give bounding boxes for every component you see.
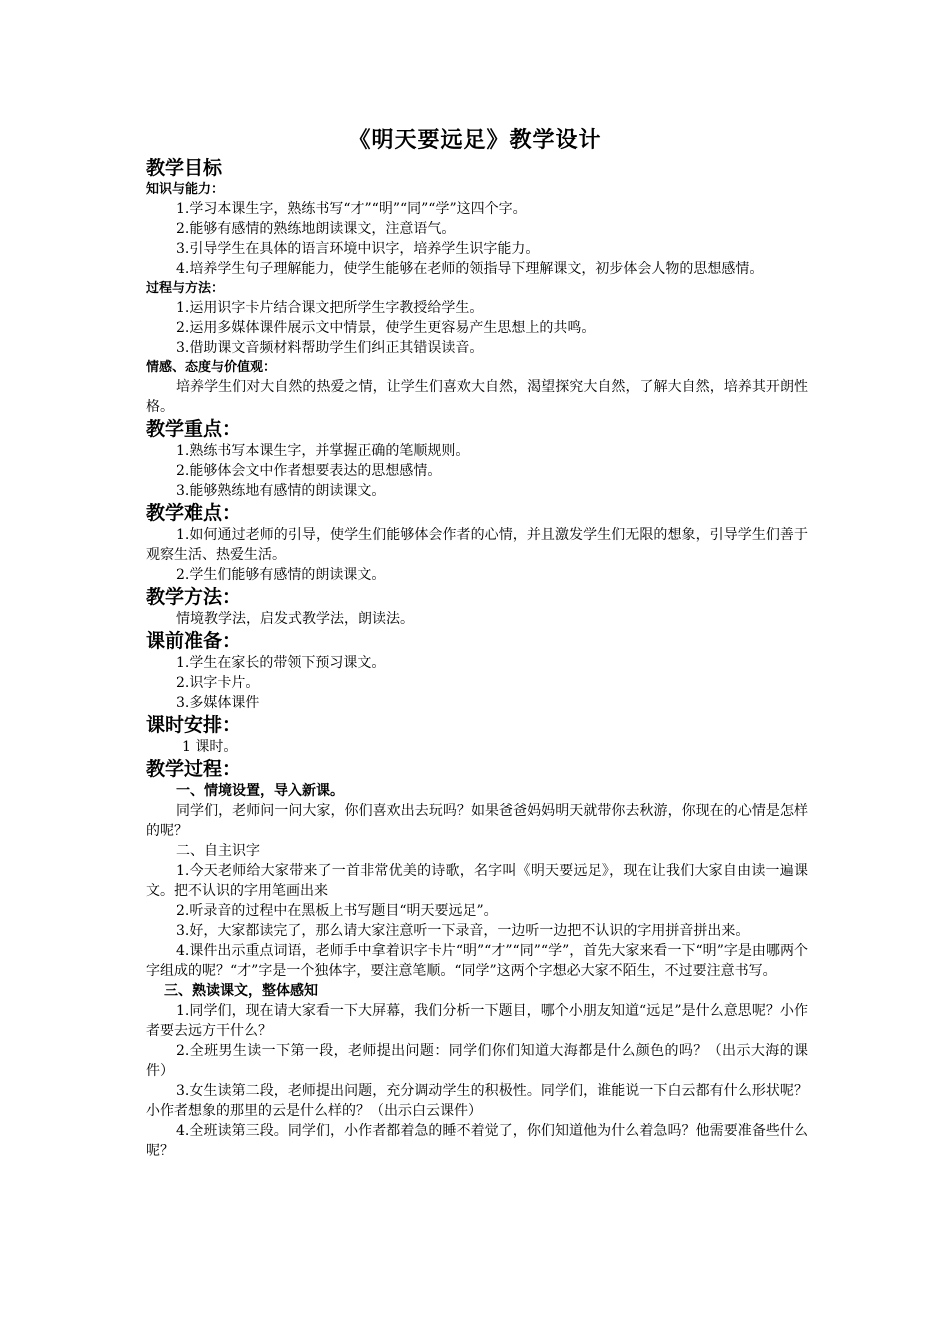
paragraph: 1.如何通过老师的引导，使学生们能够体会作者的心情，并且激发学生们无限的想象，引导学生们善于观察生活、热爱生活。 bbox=[146, 527, 808, 563]
section-heading-difficulties: 教学难点： bbox=[146, 502, 242, 524]
paragraph: 2.运用多媒体课件展示文中情景，使学生更容易产生思想上的共鸣。 bbox=[176, 320, 596, 336]
subheading-emotion: 情感、态度与价值观： bbox=[146, 360, 277, 375]
paragraph: 2.能够体会文中作者想要表达的思想感情。 bbox=[176, 463, 442, 479]
document-body bbox=[146, 156, 808, 1161]
paragraph: 1.熟练书写本课生字，并掌握正确的笔顺规则。 bbox=[176, 443, 470, 459]
paragraph: 4.课件出示重点词语，老师手中拿着识字卡片“明”“才”“同”“学”，首先大家来看一下“明”字是由哪两个字组成的呢？“才”字是一个独体字，要注意笔顺。“同学”这两个字想必大家不陌生，不过要注意书写。 bbox=[146, 943, 808, 979]
subheading-knowledge: 知识与能力： bbox=[146, 182, 225, 197]
paragraph: 1.运用识字卡片结合课文把所学生字教授给学生。 bbox=[176, 300, 484, 316]
paragraph: 2.全班男生读一下第一段，老师提出问题：同学们你们知道大海都是什么颜色的吗？（出示大海的课件） bbox=[146, 1043, 808, 1079]
paragraph: 培养学生们对大自然的热爱之情，让学生们喜欢大自然，渴望探究大自然，了解大自然，培养其开朗性格。 bbox=[146, 379, 808, 415]
paragraph: 2.识字卡片。 bbox=[176, 675, 260, 691]
paragraph: 情境教学法，启发式教学法，朗读法。 bbox=[176, 611, 414, 627]
paragraph: 3.借助课文音频材料帮助学生们纠正其错误读音。 bbox=[176, 340, 484, 356]
step-heading: 二、自主识字 bbox=[176, 843, 260, 859]
step-heading: 一、情境设置，导入新课。 bbox=[176, 783, 344, 799]
paragraph: 2.听录音的过程中在黑板上书写题目“明天要远足”。 bbox=[176, 903, 498, 919]
section-heading-schedule: 课时安排： bbox=[146, 714, 242, 736]
step-heading: 三、熟读课文，整体感知 bbox=[164, 983, 318, 999]
paragraph: 4.全班读第三段。同学们，小作者都着急的睡不着觉了，你们知道他为什么着急吗？他需要准备些什么呢？ bbox=[146, 1123, 808, 1159]
paragraph: 3.女生读第二段，老师提出问题，充分调动学生的积极性。同学们，谁能说一下白云都有什么形状呢？小作者想象的那里的云是什么样的？（出示白云课件） bbox=[146, 1083, 808, 1119]
section-heading-objectives: 教学目标 bbox=[146, 157, 223, 179]
subheading-process: 过程与方法： bbox=[146, 281, 225, 296]
paragraph: 1 课时。 bbox=[182, 739, 238, 755]
section-heading-preparation: 课前准备： bbox=[146, 630, 242, 652]
paragraph: 1.学习本课生字，熟练书写“才”“明”“同”“学”这四个字。 bbox=[176, 201, 527, 217]
paragraph: 同学们，老师问一问大家，你们喜欢出去玩吗？如果爸爸妈妈明天就带你去秋游，你现在的心情是怎样的呢？ bbox=[146, 803, 808, 839]
paragraph: 4.培养学生句子理解能力，使学生能够在老师的领指导下理解课文，初步体会人物的思想感情。 bbox=[176, 261, 764, 277]
section-heading-methods: 教学方法： bbox=[146, 586, 242, 608]
section-heading-process: 教学过程： bbox=[146, 758, 242, 780]
paragraph: 3.引导学生在具体的语言环境中识字，培养学生识字能力。 bbox=[176, 241, 540, 257]
section-heading-key-points: 教学重点： bbox=[146, 418, 242, 440]
document-title: 《明天要远足》教学设计 bbox=[348, 128, 602, 153]
paragraph: 3.能够熟练地有感情的朗读课文。 bbox=[176, 483, 386, 499]
paragraph: 1.同学们，现在请大家看一下大屏幕，我们分析一下题目，哪个小朋友知道“远足”是什么意思呢？小作者要去远方干什么？ bbox=[146, 1003, 808, 1039]
paragraph: 2.能够有感情的熟练地朗读课文，注意语气。 bbox=[176, 221, 456, 237]
paragraph: 1.今天老师给大家带来了一首非常优美的诗歌，名字叫《明天要远足》，现在让我们大家自由读一遍课文。把不认识的字用笔画出来 bbox=[146, 863, 808, 899]
paragraph: 3.多媒体课件 bbox=[176, 695, 260, 711]
paragraph: 2.学生们能够有感情的朗读课文。 bbox=[176, 567, 386, 583]
paragraph: 1.学生在家长的带领下预习课文。 bbox=[176, 655, 386, 671]
paragraph: 3.好，大家都读完了，那么请大家注意听一下录音，一边听一边把不认识的字用拼音拼出来。 bbox=[176, 923, 750, 939]
